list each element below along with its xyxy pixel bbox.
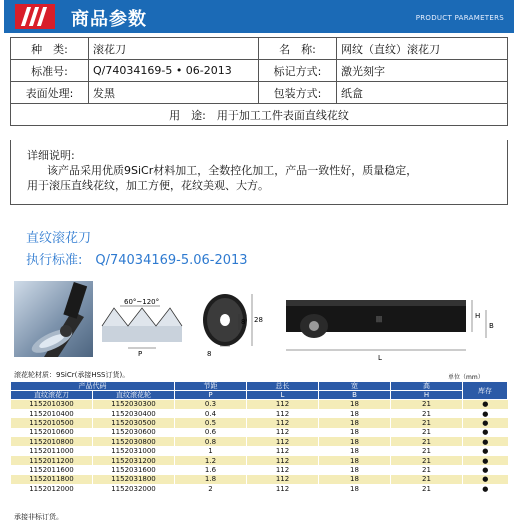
col-stock: 库存	[463, 382, 508, 400]
spec-key: 表面处理:	[11, 82, 89, 104]
header-subtitle: PRODUCT PARAMETERS	[415, 14, 504, 22]
table-cell: 21	[391, 437, 463, 446]
table-cell: 112	[247, 465, 319, 474]
table-cell: 1152010500	[11, 418, 93, 427]
table-cell: ●	[463, 475, 508, 484]
table-cell: 2	[175, 484, 247, 493]
table-cell: 21	[391, 446, 463, 455]
wheel-width-label: 8	[207, 350, 212, 358]
table-cell: 0.3	[175, 400, 247, 409]
detail-line: 该产品采用优质9SiCr材料加工，全数控化加工，产品一致性好，质量稳定，	[47, 164, 418, 177]
table-row	[11, 446, 508, 455]
col-code: 产品代码	[11, 382, 175, 391]
spec-row	[11, 38, 508, 60]
spec-value: 激光刻字	[337, 60, 508, 82]
table-cell: ●	[463, 418, 508, 427]
col-tool: 直纹滚花刀	[11, 391, 93, 400]
table-header-row	[11, 382, 508, 391]
spec-value: 纸盒	[337, 82, 508, 104]
table-cell: 112	[247, 437, 319, 446]
table-cell: 21	[391, 484, 463, 493]
table-row	[11, 465, 508, 474]
table-cell: 1152030400	[93, 409, 175, 418]
table-cell: 18	[319, 409, 391, 418]
table-cell: 112	[247, 400, 319, 409]
col-wheel: 直纹滚花轮	[93, 391, 175, 400]
table-cell: 1.8	[175, 475, 247, 484]
spec-row	[11, 104, 508, 126]
table-cell: 112	[247, 409, 319, 418]
table-cell: 18	[319, 484, 391, 493]
table-row	[11, 437, 508, 446]
table-cell: 112	[247, 418, 319, 427]
width-label: B	[489, 322, 494, 330]
spec-row	[11, 60, 508, 82]
table-cell: 112	[247, 428, 319, 437]
table-row	[11, 475, 508, 484]
header-title: 商品参数	[71, 9, 147, 30]
table-cell: 18	[319, 465, 391, 474]
footnote: 承接非标订货。	[14, 513, 63, 521]
wheel-diagram	[203, 294, 263, 358]
table-cell: ●	[463, 465, 508, 474]
spec-usage: 用 途: 用于加工工件表面直线花纹	[11, 104, 508, 126]
material-note: 滚花轮材质：9SiCr(承接HSS订货)。	[14, 371, 130, 379]
table-cell: 1152011200	[11, 456, 93, 465]
table-cell: 18	[319, 456, 391, 465]
table-cell: 21	[391, 418, 463, 427]
length-label: L	[378, 354, 382, 362]
col-pitch: 节距	[175, 382, 247, 391]
table-cell: 112	[247, 475, 319, 484]
table-cell: 0.8	[175, 437, 247, 446]
angle-label: 60°~120°	[124, 298, 160, 306]
brand-logo	[15, 4, 55, 29]
table-cell: 1152010300	[11, 400, 93, 409]
col-p: P	[175, 391, 247, 400]
table-cell: 1152030600	[93, 428, 175, 437]
table-cell: 21	[391, 428, 463, 437]
diameter-label: 28	[254, 316, 263, 324]
col-h: H	[391, 391, 463, 400]
table-cell: 21	[391, 456, 463, 465]
spec-value: 滚花刀	[89, 38, 259, 60]
table-cell: ●	[463, 484, 508, 493]
pitch-label: P	[138, 350, 143, 358]
col-b: B	[319, 391, 391, 400]
table-cell: 1.6	[175, 465, 247, 474]
spec-table	[10, 37, 508, 126]
table-cell: 1152031600	[93, 465, 175, 474]
table-row	[11, 418, 508, 427]
spec-key: 种 类:	[11, 38, 89, 60]
table-cell: 21	[391, 409, 463, 418]
table-cell: ●	[463, 446, 508, 455]
table-cell: 1152032000	[93, 484, 175, 493]
tooth-profile-diagram	[102, 298, 182, 358]
spec-value: 发黑	[89, 82, 259, 104]
detail-box	[10, 140, 508, 205]
table-cell: 0.6	[175, 428, 247, 437]
table-cell: 112	[247, 456, 319, 465]
col-width: 宽	[319, 382, 391, 391]
col-height: 高	[391, 382, 463, 391]
dimension-diagram	[100, 290, 510, 370]
table-cell: ●	[463, 400, 508, 409]
page-header	[4, 0, 514, 33]
table-cell: 1152011600	[11, 465, 93, 474]
table-cell: ●	[463, 428, 508, 437]
col-length: 总长	[247, 382, 319, 391]
col-l: L	[247, 391, 319, 400]
table-cell: 1152030800	[93, 437, 175, 446]
table-cell: 18	[319, 418, 391, 427]
table-cell: 21	[391, 400, 463, 409]
spec-key: 包装方式:	[259, 82, 337, 104]
table-cell: 1152010600	[11, 428, 93, 437]
spec-key: 标记方式:	[259, 60, 337, 82]
spec-row	[11, 82, 508, 104]
product-photo	[14, 281, 93, 357]
table-cell: 112	[247, 484, 319, 493]
table-cell: 1152012000	[11, 484, 93, 493]
table-cell: 18	[319, 437, 391, 446]
product-standard: 执行标准: Q/74034169-5.06-2013	[26, 253, 248, 268]
table-cell: 1152010400	[11, 409, 93, 418]
table-subheader-row	[11, 391, 508, 400]
table-cell: 21	[391, 465, 463, 474]
height-label: H	[475, 312, 481, 320]
table-cell: 1152031200	[93, 456, 175, 465]
table-row	[11, 409, 508, 418]
table-cell: 18	[319, 400, 391, 409]
table-cell: 0.5	[175, 418, 247, 427]
table-cell: 21	[391, 475, 463, 484]
table-cell: 1	[175, 446, 247, 455]
product-title: 直纹滚花刀	[26, 231, 92, 246]
table-row	[11, 400, 508, 409]
product-table	[10, 381, 508, 493]
table-row	[11, 428, 508, 437]
table-cell: 112	[247, 446, 319, 455]
detail-line: 用于滚压直线花纹，加工方便，花纹美观、大方。	[27, 179, 269, 192]
table-cell: ●	[463, 409, 508, 418]
table-cell: 1152010800	[11, 437, 93, 446]
table-cell: 18	[319, 475, 391, 484]
table-cell: 0.4	[175, 409, 247, 418]
table-body	[11, 400, 508, 494]
spec-value: 网纹（直纹）滚花刀	[337, 38, 508, 60]
svg-text:|||: |||	[376, 316, 383, 323]
bore-label: 8	[241, 318, 246, 326]
table-cell: ●	[463, 437, 508, 446]
table-row	[11, 456, 508, 465]
table-cell: 1152031000	[93, 446, 175, 455]
spec-key: 名 称:	[259, 38, 337, 60]
table-cell: 18	[319, 446, 391, 455]
table-cell: 1152030500	[93, 418, 175, 427]
table-cell: 1152011800	[11, 475, 93, 484]
table-row	[11, 484, 508, 493]
holder-diagram	[286, 300, 494, 362]
table-cell: 1152031800	[93, 475, 175, 484]
table-cell: 1152030300	[93, 400, 175, 409]
table-cell: 1.2	[175, 456, 247, 465]
unit-note: 单位（mm）	[448, 374, 484, 381]
detail-label: 详细说明:	[27, 149, 75, 162]
table-cell: 1152011000	[11, 446, 93, 455]
spec-key: 标准号:	[11, 60, 89, 82]
table-cell: 18	[319, 428, 391, 437]
table-cell: ●	[463, 456, 508, 465]
spec-value: Q/74034169-5 • 06-2013	[89, 60, 259, 82]
